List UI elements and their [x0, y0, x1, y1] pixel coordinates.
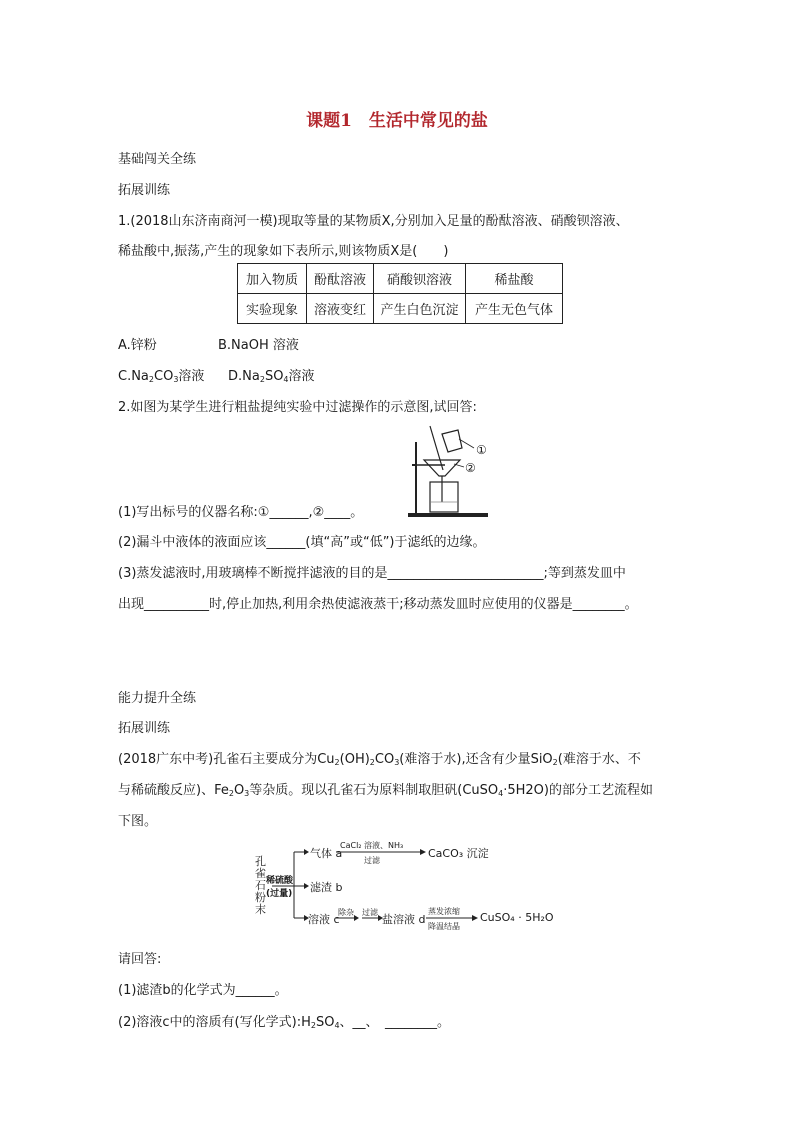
q1-option-d: $D.Na_2SO_4$溶液	[228, 369, 315, 384]
q2-part-3-line2: 出现__________时,停止加热,利用余热使滤液蒸干;移动蒸发皿时应使用的仪器是________。	[118, 597, 638, 612]
table-cell: 酚酞溶液	[307, 264, 374, 294]
q3-line2: 与稀硫酸反应)、$Fe_2O_3$等杂质。现以孔雀石为原料制取胆矾(CuSO$_4$·5H2O)的部分工艺流程如	[118, 783, 653, 798]
q3-line3: 下图。	[118, 814, 158, 829]
q3-part-1: (1)滤渣b的化学式为______。	[118, 983, 288, 998]
table-cell: 产生无色气体	[466, 294, 563, 324]
flow-acid-note: (过量)	[266, 889, 293, 899]
table-cell: 溶液变红	[307, 294, 374, 324]
flow-step-filter: 过滤	[362, 908, 378, 917]
flow-solution-c: 溶液 c	[308, 913, 340, 926]
q2-stem: 2.如图为某学生进行粗盐提纯实验中过滤操作的示意图,试回答:	[118, 400, 477, 415]
page-title: 课题1 生活中常见的盐	[306, 111, 488, 131]
q3-ask: 请回答:	[118, 952, 162, 967]
flow-salt-solution-d: 盐溶液 d	[382, 913, 426, 926]
flow-raw-material: 孔 雀 石 粉 末	[255, 855, 266, 916]
table-cell: 稀盐酸	[466, 264, 563, 294]
section-subheading-training-2: 拓展训练	[118, 721, 171, 736]
q1-line1: 1.(2018山东济南商河一模)现取等量的某物质X,分别加入足量的酚酞溶液、硝酸钡溶液、	[118, 214, 629, 229]
q1-result-table	[237, 263, 563, 324]
apparatus-marker-1: ①	[476, 443, 487, 457]
table-row	[238, 294, 563, 324]
q3-part-2: (2)溶液c中的溶质有(写化学式)$:H_2SO_4$、__、 ________。	[118, 1015, 451, 1030]
flow-evaporate: 蒸发浓缩	[428, 907, 460, 916]
q2-part-1: (1)写出标号的仪器名称:①______,②____。	[118, 505, 364, 520]
flow-step-impurity-removal: 除杂	[338, 908, 354, 917]
flow-gas-filter: 过滤	[364, 856, 380, 865]
flow-residue-b: 滤渣 b	[310, 881, 343, 894]
table-cell: 实验现象	[238, 294, 307, 324]
section-heading-basic: 基础闯关全练	[118, 152, 197, 167]
table-cell: 产生白色沉淀	[374, 294, 466, 324]
table-cell: 加入物质	[238, 264, 307, 294]
flow-caco3-product: CaCO₃ 沉淀	[428, 847, 489, 860]
q1-option-b: B.NaOH 溶液	[218, 338, 299, 353]
flow-crystallize: 降温结晶	[428, 922, 460, 931]
flow-final-product: CuSO₄ · 5H₂O	[480, 911, 554, 924]
q1-option-a: A.锌粉	[118, 338, 157, 353]
filtration-apparatus-figure	[400, 420, 500, 520]
q1-option-c: $C.Na_2CO_3$溶液	[118, 369, 205, 384]
apparatus-marker-2: ②	[465, 461, 476, 475]
q3-line1: (2018广东中考)孔雀石主要成分为$Cu_2(OH)_2CO_3$(难溶于水),还含有少量SiO$_2$(难溶于水、不	[118, 752, 641, 767]
flow-gas-reagent: CaCl₂ 溶液、NH₃	[340, 841, 404, 850]
table-cell: 硝酸钡溶液	[374, 264, 466, 294]
section-subheading-training: 拓展训练	[118, 183, 171, 198]
section-heading-advanced: 能力提升全练	[118, 691, 197, 706]
q1-line2: 稀盐酸中,振荡,产生的现象如下表所示,则该物质X是( )	[118, 244, 449, 259]
q2-part-3-line1: (3)蒸发滤液时,用玻璃棒不断搅拌滤液的目的是________________________;等到蒸发皿中	[118, 566, 626, 581]
table-row	[238, 264, 563, 294]
q2-part-2: (2)漏斗中液体的液面应该______(填“高”或“低”)于滤纸的边缘。	[118, 535, 486, 550]
flow-gas-a: 气体 a	[310, 847, 343, 860]
flow-acid-label: 稀硫酸	[266, 876, 294, 886]
